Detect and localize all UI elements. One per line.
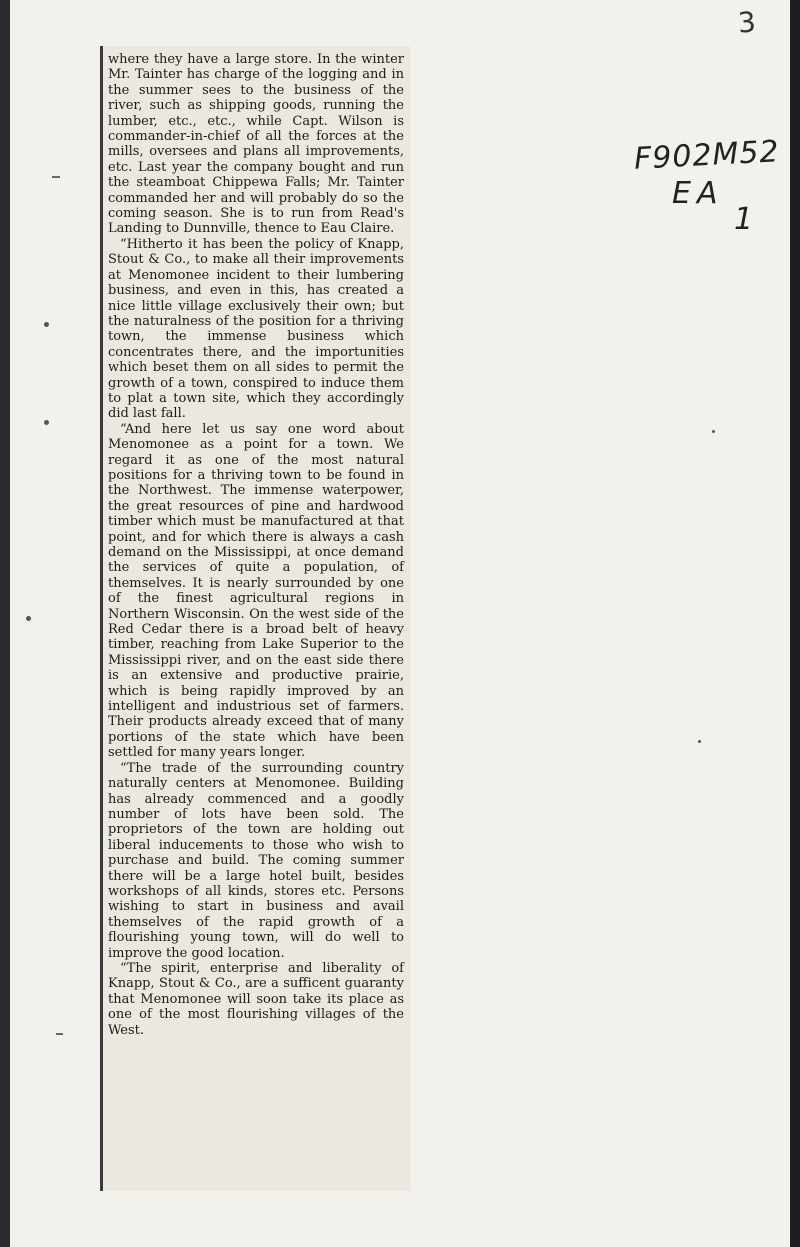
scan-left-edge — [0, 0, 10, 1247]
article-paragraph: “The trade of the surrounding country naturally centers at Menomonee. Building has already commenced and a goodly number of lots have been sold. The proprietors of the town are holding out liberal inducements to those who wish to purchase and build. The coming summer there will be a large hotel built, besides workshops of all kinds, stores etc. Persons wishing to start in business and avail themselves of the rapid growth of a flourishing young town, will do well to improve the good location. — [108, 760, 404, 961]
margin-speck — [26, 616, 31, 621]
article-paragraph: “And here let us say one word about Menomonee as a point for a town. We regard it as one of the most natural positions for a thriving town to be found in the Northwest. The immense waterpower, the great resources of pine and hardwood timber which must be manufactured at that point, and for which there is always a cash demand on the Mississippi, at once demand the services of quite a population, of themselves. It is nearly surrounded by one of the finest agricultural regions in Northern Wisconsin. On the west side of the Red Cedar there is a broad belt of heavy timber, reaching from Lake Superior to the Mississippi river, and on the east side there is an extensive and productive prairie, which is being rapidly improved by an intelligent and industrious set of farmers. Their products already exceed that of many portions of the state which have been settled for many years longer. — [108, 421, 404, 761]
count-annotation: 1 — [734, 202, 754, 237]
catalog-number-annotation: F902M52 — [633, 134, 781, 177]
margin-speck — [44, 420, 49, 425]
margin-speck — [712, 430, 715, 433]
initials-annotation: EA — [672, 176, 724, 211]
article-column — [108, 52, 404, 1038]
article-paragraph: “The spirit, enterprise and liberality of Knapp, Stout & Co., are a sufficent guaranty that Menomonee will soon take its place as one of the most flourishing villages of the West. — [108, 960, 404, 1038]
article-paragraph: “Hitherto it has been the policy of Knapp, Stout & Co., to make all their improvements at Menomonee incident to their lumbering business, and even in this, has created a nice little village exclusively their own; but the naturalness of the position for a thriving town, the immense business which concentrates there, and the importunities which beset them on all sides to permit the growth of a town, conspired to induce them to plat a town site, which they accordingly did last fall. — [108, 236, 404, 422]
margin-mark — [56, 1033, 63, 1035]
margin-mark — [52, 176, 60, 178]
article-paragraph: where they have a large store. In the winter Mr. Tainter has charge of the logging and in the summer sees to the business of the river, such as shipping goods, running the lumber, etc., etc., while Capt. Wilson is commander-in-chief of all the forces at the mills, oversees and plans all improvements, etc. Last year the company bought and run the steamboat Chippewa Falls; Mr. Tainter commanded her and will probably do so the coming season. She is to run from Read's Landing to Dunnville, thence to Eau Claire. — [108, 52, 404, 237]
margin-speck — [44, 322, 49, 327]
page-number: 3 — [736, 5, 757, 40]
margin-speck — [698, 740, 701, 743]
scan-right-edge — [790, 0, 800, 1247]
